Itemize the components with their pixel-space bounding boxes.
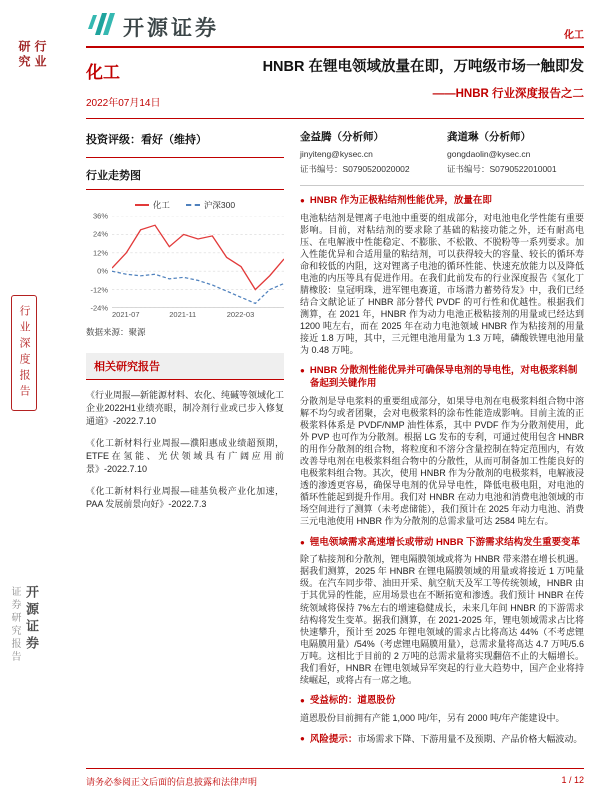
report-section <box>300 695 584 724</box>
section-heading: HNBR 分散剂性能优异并可确保导电剂的导电性，对电极浆料制备起到关键作用 <box>309 365 578 390</box>
risk-notice <box>300 733 584 747</box>
sidebar-industry-research-label: 行业研究 <box>17 40 47 70</box>
bullet-icon: ● <box>300 196 305 205</box>
risk-body: 市场需求下降、下游用量不及预期、产品价格大幅波动。 <box>357 733 583 744</box>
analyst-email: gongdaolin@kysec.cn <box>447 149 531 159</box>
analyst-name: 龚道琳（分析师） <box>447 131 531 143</box>
report-title: HNBR 在锂电领域放量在即，万吨级市场一触即发 <box>262 59 584 75</box>
brand-logo-text: 开源证券 <box>123 17 219 40</box>
category-tag: 化工 <box>564 30 584 41</box>
title-header <box>86 48 584 118</box>
trend-chart-svg <box>112 216 284 308</box>
trend-plot-area <box>112 216 284 319</box>
legend-line-swatch <box>186 204 200 206</box>
section-body: 电池粘结剂是锂离子电池中重要的组成部分，对电池电化学性能有重要影响。目前，对粘结剂的要求除了基础的粘接功能之外，还有耐高电压、在电解液中性能稳定、不膨胀、不松散、不脱粉等一系列要求。加入性能优异和合适用量的粘结剂，可以获得较大的容量、较长的循环寿命和较低的内阻，这对锂离子电池的循环性能、快速充放能力以及降低电池的内压等具有促进作用。在我们此前发布的行业深度报告《氢化丁腈橡胶：皇冠明珠，进军锂电赛道，市场潜力蓄势待发》中，我们已经结合文献论证了 HNBR 部分替代 PVDF 的可行性和优越性。根据我们测算，在 2021 年，HNBR 作为动力电池正极粘接剂的用量或已经达到 1200 吨左右，而在 2025 年在动力电池领域 HNBR 作为粘接剂的用量接近 1.8 万吨，其中，三元锂电池用量为 1.3 万吨，磷酸铁锂电池用量为 0.48 万吨。 <box>300 212 584 356</box>
related-report-item: 《化工新材料行业周报—硅基负极产业化加速，PAA 发展前景向好》-2022.7.3 <box>86 486 284 510</box>
y-tick-label: 24% <box>92 229 108 239</box>
related-report-item: 《化工新材料行业周报—濮阳惠成业绩超预期，ETFE在氢能、光伏领域具有广阔应用前景》-2022.7.10 <box>86 438 284 475</box>
right-column <box>300 127 584 747</box>
section-body: 除了粘接剂和分散剂，锂电隔膜领域或将为 HNBR 带来潜在增长机遇。据我们测算，2025 年 HNBR 在锂电隔膜领域的用量或将接近 1 万吨量级。在汽车同步带、油田开采、航空航天及军工等传统领域，HNBR 由于其优异的性能，应用场景也在不断拓宽和渗透。我们预计 HNBR 在传统领域将保持 7%左右的增速稳健成长，未来几年间 HNBR 的下游需求结构将发生变革。据我们测算，在 2021-2025 年，锂电领域需求占比将快速攀升，预计至 2025 年锂电领域的需求占比将高达 44%（不考虑锂电隔膜用量）/54%（考虑锂电隔膜用量），总需求量将高达 4.7 万吨/5.6 万吨。这相比于目前的 2 万吨的总需求量将实现翻倍不止的大幅增长。我们看好，HNBR 在锂电领域异军突起的行业大趋势中，国产企业将持续崛起，或将占有一席之地。 <box>300 554 584 685</box>
analyst-cert: 证书编号：S0790522010001 <box>447 164 557 174</box>
section-heading: HNBR 作为正极粘结剂性能优异，放量在即 <box>309 195 492 206</box>
x-tick-label: 2021-07 <box>112 310 140 319</box>
investment-rating <box>86 127 284 158</box>
sidebar-research-report-label: 证券研究报告 <box>9 586 20 664</box>
trend-legend <box>86 199 284 211</box>
analyst-card <box>447 129 584 175</box>
bullet-icon: ● <box>300 537 305 547</box>
section-body: 分散剂是导电浆料的重要组成部分，如果导电剂在电极浆料组合物中溶解不均匀或者团聚，会对电极浆料的涂布性能造成影响。目前主流的正极浆料体系是 PVDF/NMP 油性体系，其中 PVDF 作为分散剂使用，此外 PVP 也可作为分散剂。根据 LG 发布的专利，可通过使用包含 HNBR 的用作分散剂的组合物，将粒度和不溶分含量控制在特定范围内，有效改善导电剂在电极浆料组合物中的分散性，从而可制备加工性能良好的电极浆料组合物。其次，使用 HNBR 作为分散剂的电极浆料，电解液浸透的渗透更容易，确保导电剂的优异导电性，降低电极电阻，对电池的循环性能起到提升作用。我们对 HNBR 在动力电池和消费电池领域的市场空间进行了测算（未考虑储能），我们预计在 2025 年动力电池、消费三元电池使用 HNBR 作为分散剂的总需求量可达 2584 吨左右。 <box>300 396 584 527</box>
kaiyuan-logo-icon <box>86 13 116 42</box>
y-tick-label: 0% <box>97 266 108 276</box>
y-tick-label: 12% <box>92 248 108 258</box>
legend-item: 沪深300 <box>186 199 235 211</box>
report-section <box>300 537 584 686</box>
left-column <box>86 127 284 747</box>
bullet-icon: ● <box>300 695 305 705</box>
industry-name: 化工 <box>86 63 120 82</box>
legend-line-swatch <box>135 204 149 206</box>
related-reports <box>86 353 284 511</box>
y-tick-label: 36% <box>92 211 108 221</box>
sidebar-brand-label: 开源证券 <box>24 585 39 653</box>
analyst-card <box>300 129 437 175</box>
report-section <box>300 365 584 527</box>
related-reports-title: 相关研究报告 <box>86 353 284 380</box>
analyst-cert: 证书编号：S0790520020002 <box>300 164 410 174</box>
analyst-name: 金益腾（分析师） <box>300 131 384 143</box>
brand-logo <box>86 12 219 42</box>
header-logo-row <box>86 0 584 42</box>
x-tick-label: 2022-03 <box>226 310 255 319</box>
section-body: 道恩股份目前拥有产能 1,000 吨/年，另有 2000 吨/年产能建设中。 <box>300 712 565 723</box>
rating-label: 投资评级： <box>86 134 141 146</box>
page-footer <box>86 768 584 788</box>
x-tick-label: 2021-11 <box>169 310 197 319</box>
related-report-item: 《行业周报—新能源材料、农化、纯碱等领域化工企业2022H1业绩亮眼，制冷剂行业或已步入修复通道》-2022.7.10 <box>86 390 285 427</box>
title-rule <box>86 118 584 119</box>
report-subtitle: ——HNBR 行业深度报告之二 <box>432 87 584 100</box>
trend-y-labels <box>86 211 112 319</box>
report-date: 2022年07月14日 <box>86 98 161 109</box>
risk-label: 风险提示： <box>309 733 358 745</box>
bullet-icon: ● <box>300 366 305 376</box>
rating-value: 看好（维持） <box>141 134 207 146</box>
bullet-icon: ● <box>300 733 305 743</box>
y-tick-label: -24% <box>90 303 108 313</box>
y-tick-label: -12% <box>90 285 108 295</box>
sidebar-deep-report-badge: 行业深度报告 <box>11 295 37 411</box>
report-section <box>300 195 584 356</box>
chart-source: 数据来源：聚源 <box>86 327 146 337</box>
section-heading: 受益标的：道恩股份 <box>309 694 396 706</box>
analysts-block <box>300 127 584 186</box>
industry-trend-chart <box>86 199 284 319</box>
analyst-email: jinyiteng@kysec.cn <box>300 149 373 159</box>
page-number: 1 / 12 <box>561 775 584 785</box>
footer-disclaimer: 请务必参阅正文后面的信息披露和法律声明 <box>86 777 258 787</box>
legend-item: 化工 <box>135 199 170 211</box>
trend-chart-title: 行业走势图 <box>86 158 284 190</box>
trend-x-labels <box>112 308 284 319</box>
section-heading: 锂电领域需求高速增长或带动 HNBR 下游需求结构发生重要变革 <box>309 536 581 548</box>
